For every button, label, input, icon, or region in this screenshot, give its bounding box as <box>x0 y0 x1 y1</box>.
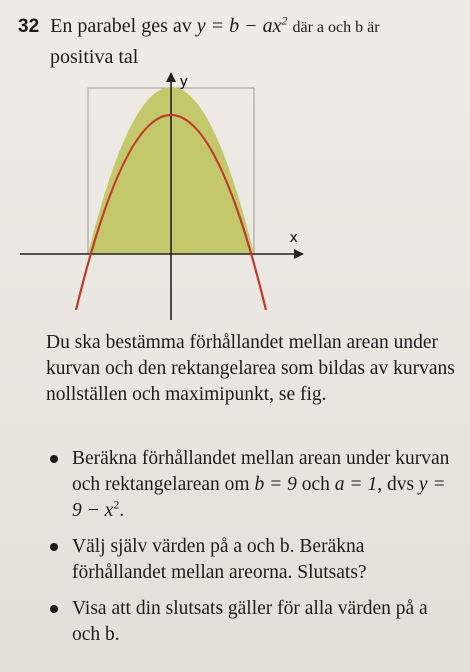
parabola-figure <box>20 70 310 320</box>
problem-description: Du ska bestämma förhållandet mellan arean under kurvan och den rektangelarea som bildas av kurvans nollställen och maximipunkt, se fig. <box>46 332 455 405</box>
problem-condition: där a och b är <box>292 19 380 36</box>
y-axis-label: y <box>180 73 188 90</box>
y-axis-arrow-icon <box>166 72 176 82</box>
task-item-2: Välj själv värden på a och b. Beräkna förhållandet mellan areorna. Slutsats? <box>46 534 456 586</box>
task-item-1: Beräkna förhållandet mellan arean under kurvan och rektangelarean om b = 9 och a = 1, dvs $y = 9 - x^2$. <box>46 446 456 524</box>
problem-condition-line2: positiva tal <box>50 46 139 68</box>
problem-intro: En parabel ges av <box>50 15 192 37</box>
problem-formula: $y = b - ax^2$ <box>196 13 288 37</box>
task-list <box>46 446 456 658</box>
x-axis-label: x <box>290 229 298 246</box>
problem-header <box>18 14 458 40</box>
task-item-3: Visa att din slutsats gäller för alla värden på a och b. <box>46 596 456 648</box>
problem-number: 32 <box>18 16 40 37</box>
x-axis-arrow-icon <box>294 249 304 259</box>
